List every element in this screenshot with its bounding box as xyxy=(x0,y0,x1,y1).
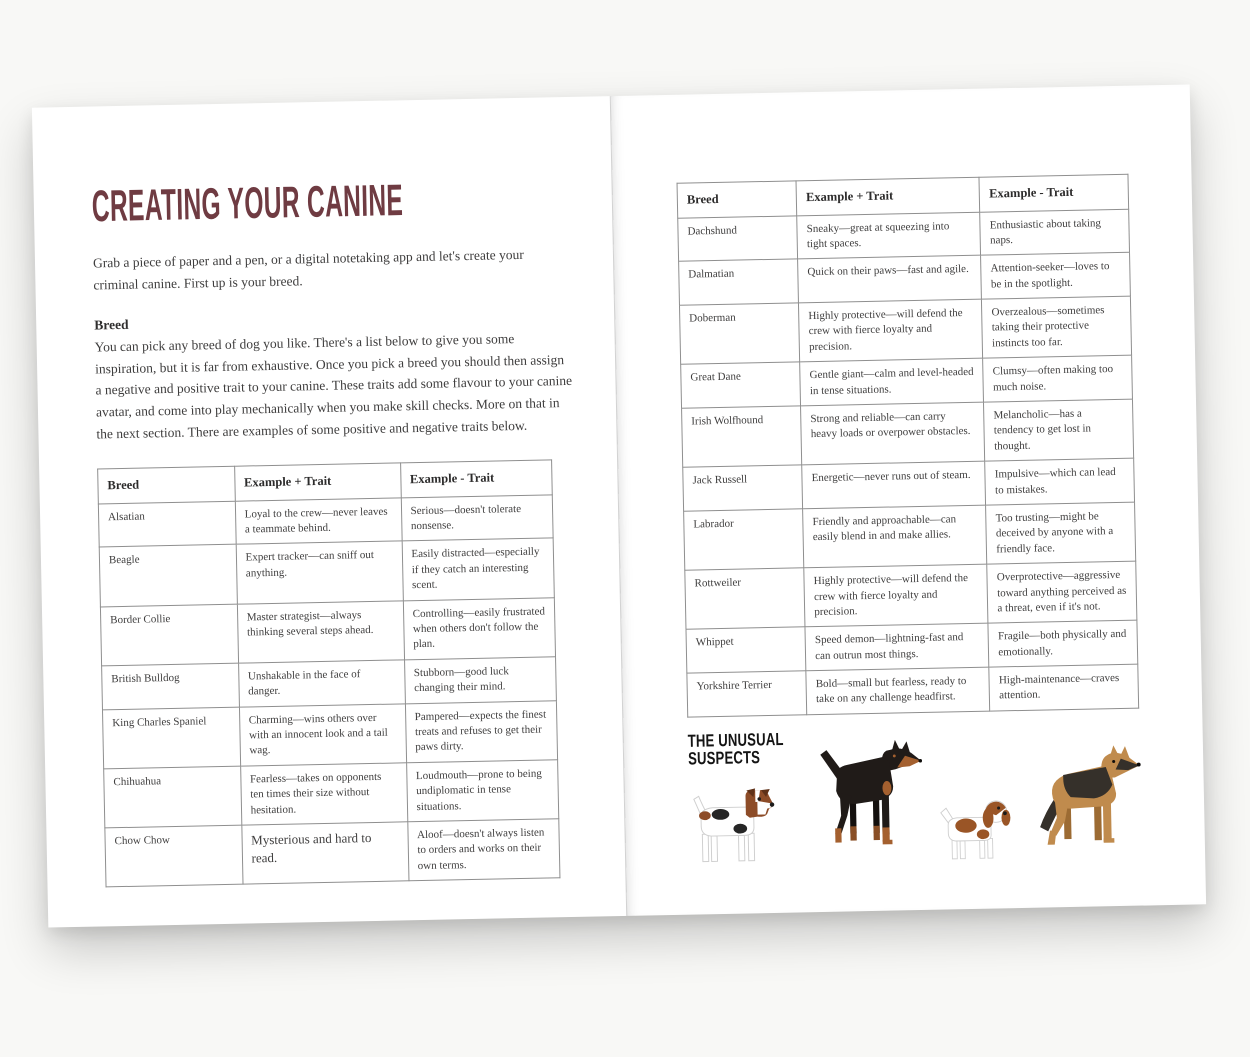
breed-table-left xyxy=(97,459,560,887)
table-row xyxy=(100,597,555,665)
table-row xyxy=(682,399,1134,467)
table-row xyxy=(679,296,1131,364)
unusual-suspects-figure xyxy=(688,724,1150,871)
breed-cell: Chihuahua xyxy=(104,766,242,828)
positive-trait-cell: Energetic—never runs out of steam. xyxy=(802,461,986,508)
negative-trait-cell: Clumsy—often making too much noise. xyxy=(983,355,1133,402)
breed-cell: Border Collie xyxy=(100,604,238,666)
book-spread xyxy=(32,84,1206,927)
jack-russell-illustration xyxy=(689,788,777,872)
negative-trait-cell: Attention-seeker—loves to be in the spotlight. xyxy=(981,252,1131,299)
breed-cell: Dachshund xyxy=(678,215,798,261)
breed-cell: Rottweiler xyxy=(685,568,805,630)
intro-paragraph: Grab a piece of paper and a pen, or a digital notetaking app and let's create your criminal canine. First up is your breed. xyxy=(92,246,524,293)
positive-trait-cell: Strong and reliable—can carry heavy loads or overpower obstacles. xyxy=(801,402,985,465)
negative-trait-cell: Stubborn—good luck changing their mind. xyxy=(404,657,556,704)
breed-cell: British Bulldog xyxy=(102,663,239,710)
positive-trait-cell: Bold—small but fearless, ready to take on any challenge headfirst. xyxy=(806,667,990,714)
breed-cell: Jack Russell xyxy=(683,465,803,511)
column-header: Example - Trait xyxy=(979,174,1128,211)
breed-cell: Yorkshire Terrier xyxy=(687,671,807,717)
breed-cell: Great Dane xyxy=(681,362,801,408)
negative-trait-cell: Impulsive—which can lead to mistakes. xyxy=(985,458,1135,505)
breed-heading: Breed xyxy=(94,316,129,333)
german-shepherd-illustration xyxy=(1026,738,1149,864)
breed-cell: Alsatian xyxy=(98,501,235,548)
left-page xyxy=(32,96,627,927)
cavalier-king-charles-spaniel-illustration xyxy=(937,793,1017,867)
suspects-heading-line1: THE UNUSUAL xyxy=(687,730,784,752)
negative-trait-cell: Loudmouth—prone to being undiplomatic in tense situations. xyxy=(406,760,559,822)
column-header: Breed xyxy=(677,181,797,218)
table-row xyxy=(687,664,1139,717)
column-header: Example + Trait xyxy=(234,463,401,501)
positive-trait-cell: Loyal to the crew—never leaves a teammate behind. xyxy=(235,498,402,545)
positive-trait-cell: Unshakable in the face of danger. xyxy=(238,660,405,707)
column-header: Example + Trait xyxy=(796,177,980,215)
table-row xyxy=(99,538,554,606)
doberman-illustration xyxy=(806,732,929,869)
positive-trait-cell: Expert tracker—can sniff out anything. xyxy=(236,541,403,603)
breed-cell: Whippet xyxy=(686,627,806,673)
table-row xyxy=(685,561,1137,629)
positive-trait-cell: Highly protective—will defend the crew with fierce loyalty and precision. xyxy=(804,564,988,627)
negative-trait-cell: Serious—doesn't tolerate nonsense. xyxy=(401,494,553,541)
breed-cell: Irish Wolfhound xyxy=(682,406,802,468)
positive-trait-cell: Speed demon—lightning-fast and can outrun most things. xyxy=(805,623,989,670)
positive-trait-cell: Highly protective—will defend the crew with fierce loyalty and precision. xyxy=(799,299,983,362)
negative-trait-cell: High-maintenance—craves attention. xyxy=(989,664,1139,711)
negative-trait-cell: Easily distracted—especially if they catch an interesting scent. xyxy=(402,538,555,600)
negative-trait-cell: Aloof—doesn't always listen to orders and works on their own terms. xyxy=(407,819,560,881)
positive-trait-cell: Sneaky—great at squeezing into tight spaces. xyxy=(797,212,981,259)
negative-trait-cell: Pampered—expects the finest treats and refuses to get their paws dirty. xyxy=(405,700,558,762)
positive-trait-cell: Mysterious and hard to read. xyxy=(241,822,408,884)
breed-cell: Labrador xyxy=(684,509,804,571)
column-header: Example - Trait xyxy=(400,460,552,498)
right-page xyxy=(611,84,1206,915)
table-row xyxy=(105,819,560,887)
positive-trait-cell: Charming—wins others over with an innocent look and a tail wag. xyxy=(239,703,406,765)
breed-paragraph: You can pick any breed of dog you like. There's a list below to give you some inspiration, but it is far from exhaustive. Once you pick a breed you should then assign a negative and positive trait to your canine. These traits add some flavour to your canine avatar, and come into play mechanically when you make skill checks. More on that in the next section. There are examples of some positive and negative traits below. xyxy=(94,331,573,442)
negative-trait-cell: Overzealous—sometimes taking their protective instincts too far. xyxy=(982,296,1132,358)
suspects-heading xyxy=(687,730,784,770)
table-row xyxy=(684,502,1136,570)
positive-trait-cell: Gentle giant—calm and level-headed in tense situations. xyxy=(800,358,984,405)
positive-trait-cell: Fearless—takes on opponents ten times their size without hesitation. xyxy=(240,763,407,825)
breed-cell: King Charles Spaniel xyxy=(102,707,240,769)
breed-cell: Beagle xyxy=(99,545,237,607)
suspects-first-column xyxy=(688,731,795,871)
negative-trait-cell: Too trusting—might be deceived by anyone with a friendly face. xyxy=(986,502,1136,564)
negative-trait-cell: Fragile—both physically and emotionally. xyxy=(988,620,1138,667)
title-wrap xyxy=(91,175,552,230)
breed-cell: Dalmatian xyxy=(679,259,799,305)
page-title: CREATING YOUR CANINE xyxy=(91,175,404,231)
breed-table-right xyxy=(677,174,1140,718)
table-row xyxy=(104,760,559,828)
breed-cell: Chow Chow xyxy=(105,825,243,887)
negative-trait-cell: Melancholic—has a tendency to get lost in thought. xyxy=(984,399,1134,461)
suspects-heading-line2: SUSPECTS xyxy=(687,748,761,770)
negative-trait-cell: Controlling—easily frustrated when others don't follow the plan. xyxy=(403,597,556,659)
column-header: Breed xyxy=(98,466,235,503)
negative-trait-cell: Enthusiastic about taking naps. xyxy=(980,209,1130,256)
negative-trait-cell: Overprotective—aggressive toward anything perceived as a threat, even if it's not. xyxy=(987,561,1137,623)
table-row xyxy=(102,700,557,768)
positive-trait-cell: Friendly and approachable—can easily blend in and make allies. xyxy=(803,505,987,568)
positive-trait-cell: Quick on their paws—fast and agile. xyxy=(798,255,982,302)
breed-cell: Doberman xyxy=(679,303,799,365)
positive-trait-cell: Master strategist—always thinking several steps ahead. xyxy=(237,600,404,662)
